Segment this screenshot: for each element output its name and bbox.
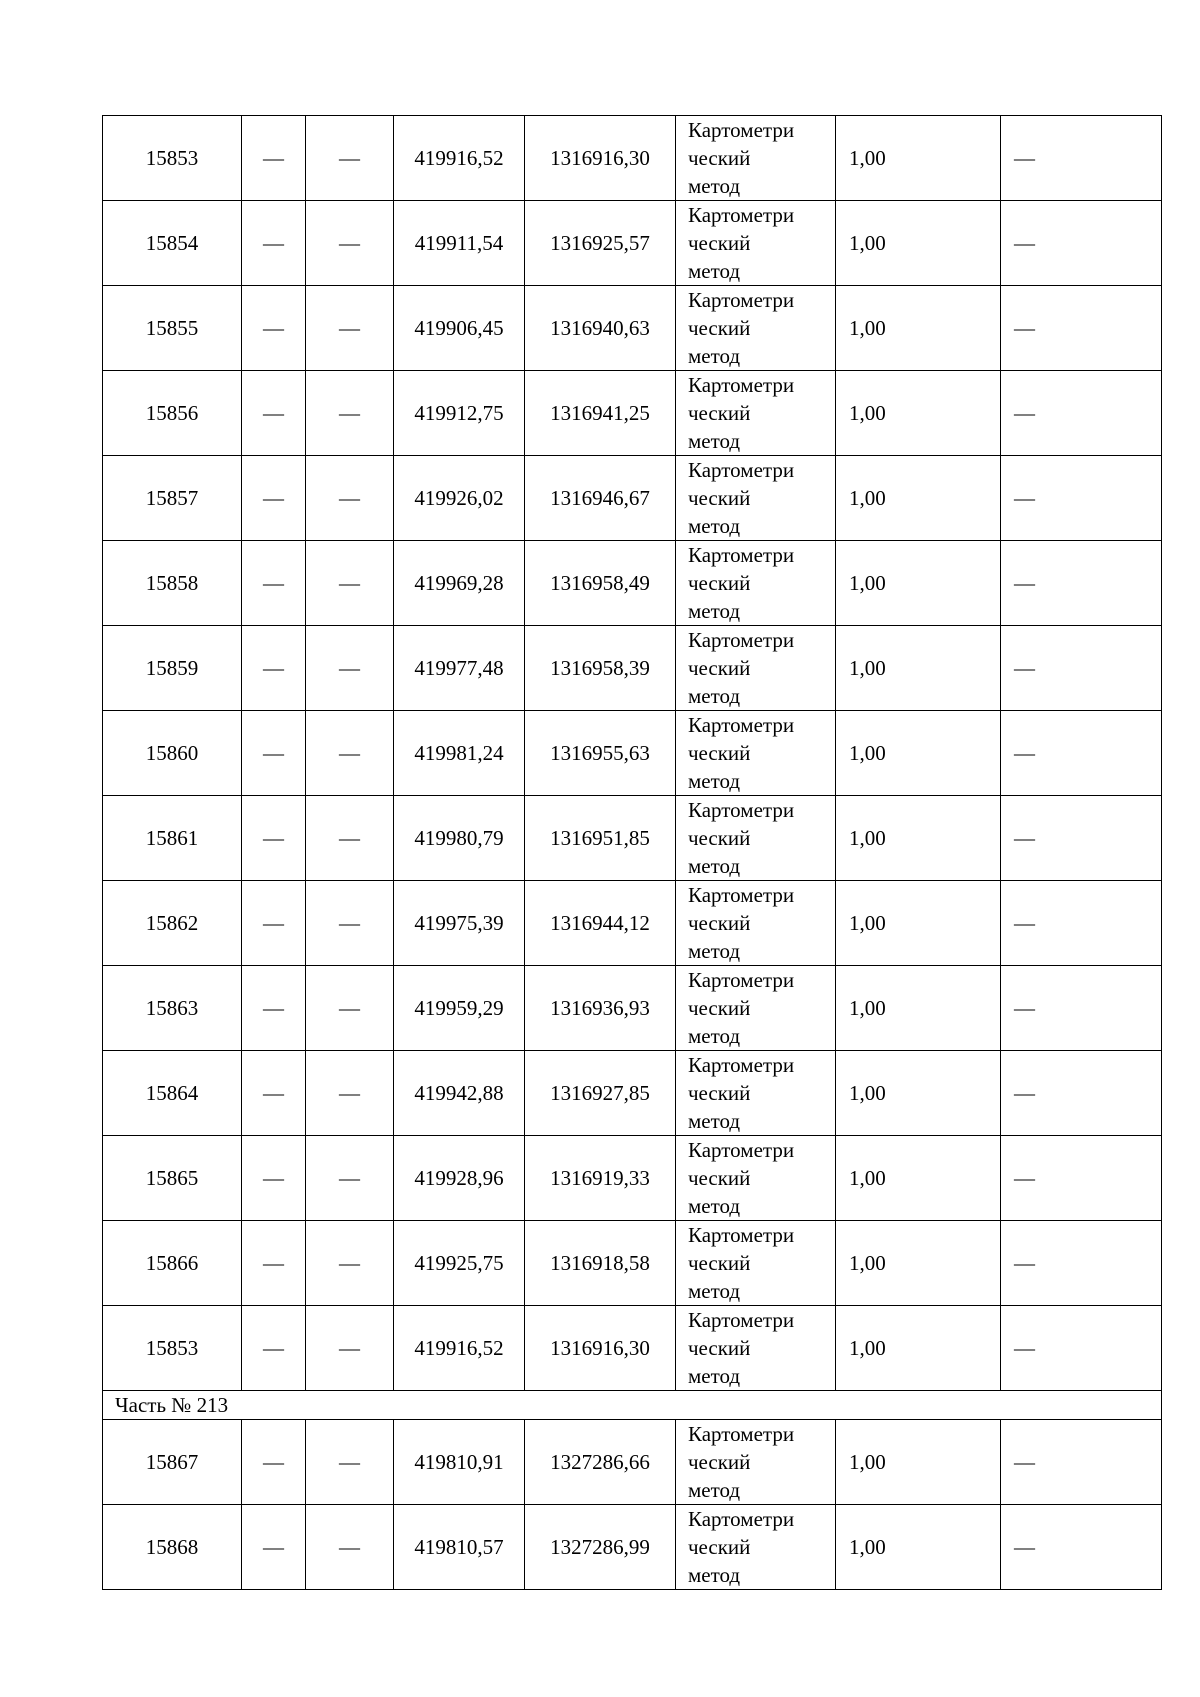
- point-number-cell: 15858: [103, 541, 242, 626]
- x-coordinate-cell: 419980,79: [394, 796, 525, 881]
- precision-cell: 1,00: [836, 456, 1001, 541]
- method-cell: [676, 116, 836, 201]
- dash-cell: —: [1001, 371, 1162, 456]
- point-number-cell: 15866: [103, 1221, 242, 1306]
- dash-cell: —: [242, 371, 306, 456]
- point-number-cell: 15861: [103, 796, 242, 881]
- method-line: Картометри: [688, 1223, 795, 1247]
- method-line: метод: [688, 344, 741, 368]
- point-number-cell: 15865: [103, 1136, 242, 1221]
- x-coordinate-cell: 419975,39: [394, 881, 525, 966]
- method-line: метод: [688, 1024, 741, 1048]
- point-number-cell: 15863: [103, 966, 242, 1051]
- table-row: [103, 796, 1162, 881]
- y-coordinate-cell: 1327286,66: [525, 1420, 676, 1505]
- point-number-cell: 15856: [103, 371, 242, 456]
- method-line: ческий: [688, 826, 751, 850]
- precision-cell: 1,00: [836, 286, 1001, 371]
- dash-cell: —: [1001, 286, 1162, 371]
- precision-cell: 1,00: [836, 116, 1001, 201]
- method-line: ческий: [688, 1535, 751, 1559]
- dash-cell: —: [242, 1051, 306, 1136]
- precision-cell: 1,00: [836, 1136, 1001, 1221]
- method-line: ческий: [688, 741, 751, 765]
- method-line: ческий: [688, 316, 751, 340]
- table-row: [103, 1136, 1162, 1221]
- dash-cell: —: [306, 1136, 394, 1221]
- method-cell: [676, 1221, 836, 1306]
- dash-cell: —: [242, 541, 306, 626]
- dash-cell: —: [306, 1306, 394, 1391]
- table-row: [103, 1420, 1162, 1505]
- y-coordinate-cell: 1316925,57: [525, 201, 676, 286]
- precision-cell: 1,00: [836, 1221, 1001, 1306]
- dash-cell: —: [306, 116, 394, 201]
- x-coordinate-cell: 419942,88: [394, 1051, 525, 1136]
- precision-cell: 1,00: [836, 1306, 1001, 1391]
- table-row: [103, 371, 1162, 456]
- point-number-cell: 15864: [103, 1051, 242, 1136]
- dash-cell: —: [1001, 201, 1162, 286]
- dash-cell: —: [1001, 1420, 1162, 1505]
- dash-cell: —: [306, 626, 394, 711]
- dash-cell: —: [242, 626, 306, 711]
- table-body: [103, 116, 1162, 1590]
- table-row: [103, 286, 1162, 371]
- table-row: [103, 711, 1162, 796]
- method-line: ческий: [688, 656, 751, 680]
- method-line: Картометри: [688, 373, 795, 397]
- method-line: метод: [688, 1279, 741, 1303]
- x-coordinate-cell: 419981,24: [394, 711, 525, 796]
- dash-cell: —: [1001, 626, 1162, 711]
- precision-cell: 1,00: [836, 881, 1001, 966]
- method-cell: [676, 371, 836, 456]
- dash-cell: —: [306, 1420, 394, 1505]
- method-line: метод: [688, 854, 741, 878]
- method-line: Картометри: [688, 118, 795, 142]
- dash-cell: —: [1001, 1221, 1162, 1306]
- dash-cell: —: [242, 711, 306, 796]
- method-line: Картометри: [688, 628, 795, 652]
- method-line: метод: [688, 1563, 741, 1587]
- point-number-cell: 15853: [103, 1306, 242, 1391]
- dash-cell: —: [306, 796, 394, 881]
- dash-cell: —: [1001, 711, 1162, 796]
- method-cell: [676, 626, 836, 711]
- x-coordinate-cell: 419916,52: [394, 116, 525, 201]
- y-coordinate-cell: 1316919,33: [525, 1136, 676, 1221]
- point-number-cell: 15855: [103, 286, 242, 371]
- y-coordinate-cell: 1316916,30: [525, 116, 676, 201]
- x-coordinate-cell: 419977,48: [394, 626, 525, 711]
- point-number-cell: 15867: [103, 1420, 242, 1505]
- precision-cell: 1,00: [836, 201, 1001, 286]
- part-label: Часть № 213: [103, 1391, 1162, 1420]
- method-line: ческий: [688, 571, 751, 595]
- method-line: метод: [688, 174, 741, 198]
- dash-cell: —: [306, 286, 394, 371]
- method-cell: [676, 1136, 836, 1221]
- method-line: метод: [688, 259, 741, 283]
- method-line: ческий: [688, 146, 751, 170]
- y-coordinate-cell: 1316955,63: [525, 711, 676, 796]
- method-line: метод: [688, 1478, 741, 1502]
- method-line: Картометри: [688, 798, 795, 822]
- method-line: метод: [688, 599, 741, 623]
- method-line: ческий: [688, 996, 751, 1020]
- x-coordinate-cell: 419969,28: [394, 541, 525, 626]
- point-number-cell: 15854: [103, 201, 242, 286]
- point-number-cell: 15859: [103, 626, 242, 711]
- table-row: [103, 1306, 1162, 1391]
- dash-cell: —: [306, 711, 394, 796]
- y-coordinate-cell: 1316940,63: [525, 286, 676, 371]
- dash-cell: —: [242, 286, 306, 371]
- precision-cell: 1,00: [836, 1051, 1001, 1136]
- table-row: [103, 1505, 1162, 1590]
- dash-cell: —: [1001, 541, 1162, 626]
- method-line: ческий: [688, 401, 751, 425]
- method-line: ческий: [688, 911, 751, 935]
- dash-cell: —: [306, 966, 394, 1051]
- dash-cell: —: [306, 1505, 394, 1590]
- dash-cell: —: [306, 1051, 394, 1136]
- method-line: Картометри: [688, 883, 795, 907]
- table-row: [103, 201, 1162, 286]
- table-row: [103, 1221, 1162, 1306]
- y-coordinate-cell: 1316958,39: [525, 626, 676, 711]
- method-line: метод: [688, 769, 741, 793]
- precision-cell: 1,00: [836, 1420, 1001, 1505]
- method-line: ческий: [688, 1336, 751, 1360]
- dash-cell: —: [1001, 796, 1162, 881]
- dash-cell: —: [242, 796, 306, 881]
- point-number-cell: 15860: [103, 711, 242, 796]
- method-line: метод: [688, 939, 741, 963]
- x-coordinate-cell: 419911,54: [394, 201, 525, 286]
- table-row: [103, 626, 1162, 711]
- method-line: Картометри: [688, 968, 795, 992]
- coordinates-table: [102, 115, 1162, 1590]
- dash-cell: —: [242, 201, 306, 286]
- y-coordinate-cell: 1316916,30: [525, 1306, 676, 1391]
- method-cell: [676, 286, 836, 371]
- x-coordinate-cell: 419926,02: [394, 456, 525, 541]
- precision-cell: 1,00: [836, 796, 1001, 881]
- part-header-row: [103, 1391, 1162, 1420]
- x-coordinate-cell: 419906,45: [394, 286, 525, 371]
- dash-cell: —: [1001, 881, 1162, 966]
- x-coordinate-cell: 419810,91: [394, 1420, 525, 1505]
- point-number-cell: 15857: [103, 456, 242, 541]
- precision-cell: 1,00: [836, 1505, 1001, 1590]
- dash-cell: —: [1001, 1306, 1162, 1391]
- method-cell: [676, 881, 836, 966]
- method-cell: [676, 966, 836, 1051]
- dash-cell: —: [306, 201, 394, 286]
- y-coordinate-cell: 1316936,93: [525, 966, 676, 1051]
- y-coordinate-cell: 1316958,49: [525, 541, 676, 626]
- method-cell: [676, 1505, 836, 1590]
- method-cell: [676, 1420, 836, 1505]
- precision-cell: 1,00: [836, 966, 1001, 1051]
- dash-cell: —: [242, 1306, 306, 1391]
- method-line: Картометри: [688, 1138, 795, 1162]
- x-coordinate-cell: 419916,52: [394, 1306, 525, 1391]
- method-line: метод: [688, 1109, 741, 1133]
- x-coordinate-cell: 419959,29: [394, 966, 525, 1051]
- method-line: Картометри: [688, 1053, 795, 1077]
- precision-cell: 1,00: [836, 626, 1001, 711]
- x-coordinate-cell: 419912,75: [394, 371, 525, 456]
- method-line: Картометри: [688, 288, 795, 312]
- x-coordinate-cell: 419925,75: [394, 1221, 525, 1306]
- dash-cell: —: [242, 116, 306, 201]
- x-coordinate-cell: 419810,57: [394, 1505, 525, 1590]
- dash-cell: —: [242, 881, 306, 966]
- dash-cell: —: [306, 881, 394, 966]
- precision-cell: 1,00: [836, 541, 1001, 626]
- method-cell: [676, 201, 836, 286]
- y-coordinate-cell: 1316944,12: [525, 881, 676, 966]
- method-line: метод: [688, 1364, 741, 1388]
- dash-cell: —: [242, 1505, 306, 1590]
- x-coordinate-cell: 419928,96: [394, 1136, 525, 1221]
- method-line: Картометри: [688, 1422, 795, 1446]
- dash-cell: —: [1001, 116, 1162, 201]
- method-cell: [676, 1306, 836, 1391]
- method-line: Картометри: [688, 1308, 795, 1332]
- method-line: метод: [688, 429, 741, 453]
- dash-cell: —: [242, 1221, 306, 1306]
- point-number-cell: 15853: [103, 116, 242, 201]
- method-cell: [676, 1051, 836, 1136]
- method-line: ческий: [688, 1450, 751, 1474]
- method-line: ческий: [688, 1166, 751, 1190]
- y-coordinate-cell: 1316918,58: [525, 1221, 676, 1306]
- dash-cell: —: [242, 1136, 306, 1221]
- method-line: Картометри: [688, 203, 795, 227]
- y-coordinate-cell: 1327286,99: [525, 1505, 676, 1590]
- method-line: Картометри: [688, 458, 795, 482]
- table-row: [103, 116, 1162, 201]
- dash-cell: —: [1001, 456, 1162, 541]
- y-coordinate-cell: 1316946,67: [525, 456, 676, 541]
- dash-cell: —: [242, 456, 306, 541]
- method-line: ческий: [688, 1081, 751, 1105]
- method-cell: [676, 796, 836, 881]
- method-line: ческий: [688, 231, 751, 255]
- table-row: [103, 881, 1162, 966]
- method-line: ческий: [688, 1251, 751, 1275]
- method-line: метод: [688, 514, 741, 538]
- dash-cell: —: [1001, 1505, 1162, 1590]
- method-line: Картометри: [688, 713, 795, 737]
- y-coordinate-cell: 1316951,85: [525, 796, 676, 881]
- table-row: [103, 966, 1162, 1051]
- dash-cell: —: [1001, 966, 1162, 1051]
- dash-cell: —: [306, 456, 394, 541]
- method-cell: [676, 541, 836, 626]
- method-cell: [676, 711, 836, 796]
- dash-cell: —: [242, 1420, 306, 1505]
- table-row: [103, 1051, 1162, 1136]
- point-number-cell: 15868: [103, 1505, 242, 1590]
- dash-cell: —: [1001, 1051, 1162, 1136]
- y-coordinate-cell: 1316941,25: [525, 371, 676, 456]
- dash-cell: —: [306, 1221, 394, 1306]
- method-line: Картометри: [688, 1507, 795, 1531]
- method-line: метод: [688, 1194, 741, 1218]
- method-line: Картометри: [688, 543, 795, 567]
- table-row: [103, 456, 1162, 541]
- method-line: метод: [688, 684, 741, 708]
- method-line: ческий: [688, 486, 751, 510]
- y-coordinate-cell: 1316927,85: [525, 1051, 676, 1136]
- precision-cell: 1,00: [836, 711, 1001, 796]
- point-number-cell: 15862: [103, 881, 242, 966]
- precision-cell: 1,00: [836, 371, 1001, 456]
- table-row: [103, 541, 1162, 626]
- dash-cell: —: [306, 371, 394, 456]
- dash-cell: —: [1001, 1136, 1162, 1221]
- dash-cell: —: [242, 966, 306, 1051]
- method-cell: [676, 456, 836, 541]
- dash-cell: —: [306, 541, 394, 626]
